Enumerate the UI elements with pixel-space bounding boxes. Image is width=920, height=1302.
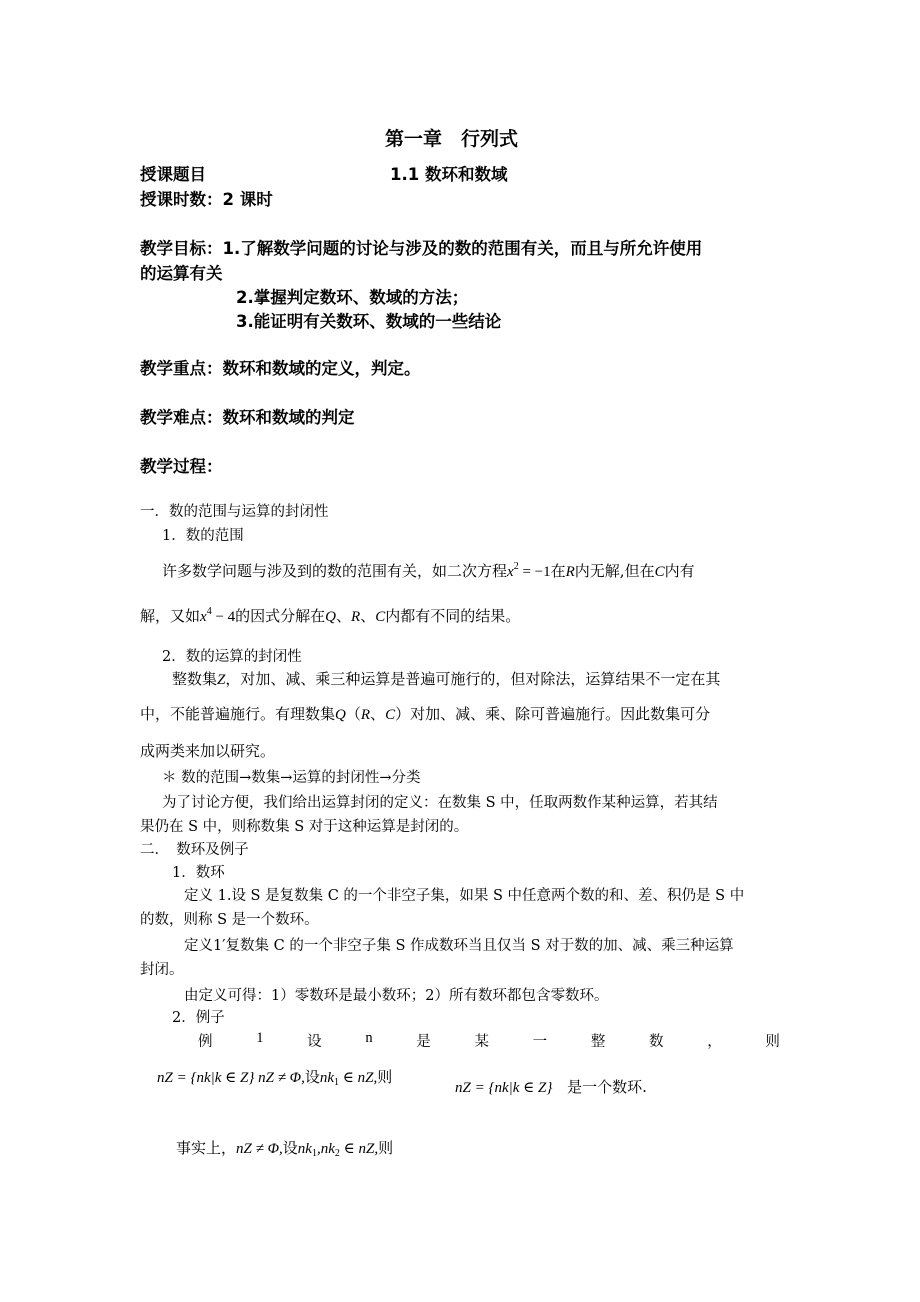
key-points: 教学重点：数环和数域的定义，判定。 xyxy=(140,359,421,378)
example1-word: 是 xyxy=(416,1034,431,1050)
objectives-line3: 3.能证明有关数环、数域的一些结论 xyxy=(236,312,502,331)
section1-sub2: 2．数的运算的封闭性 xyxy=(162,649,302,665)
objectives-line1b: 的运算有关 xyxy=(140,264,223,283)
fact-line: 事实上，nZ ≠ Φ,设$nk_1,nk_2$ ∈ nZ,则 xyxy=(176,1139,394,1159)
section2-sub2: 2．例子 xyxy=(172,1010,225,1026)
example1-word: 1 xyxy=(256,1030,264,1046)
example1-word: 数 xyxy=(649,1034,664,1050)
example1-word: ， xyxy=(707,1034,722,1050)
flow-note: ＊ 数的范围→数集→运算的封闭性→分类 xyxy=(162,770,421,786)
para3-line2: 果仍在 S 中，则称数集 S 对于这种运算是封闭的。 xyxy=(140,819,469,835)
example1-words xyxy=(198,1030,780,1051)
example1-formula-line2: nZ = {nk|k ∈ Z} 是一个数环. xyxy=(455,1078,647,1096)
section2-sub1: 1．数环 xyxy=(172,865,225,881)
difficulties: 教学难点：数环和数域的判定 xyxy=(140,408,355,427)
example1-formula-line1: nZ = {nk|k ∈ Z} nZ ≠ Φ,设$nk_1$ ∈ nZ,则 xyxy=(157,1068,393,1088)
example1-word: 则 xyxy=(765,1034,780,1050)
definition1-line2: 的数，则称 S 是一个数环。 xyxy=(140,912,319,928)
example1-word: 整 xyxy=(590,1034,606,1050)
example1-word: 设 xyxy=(307,1034,322,1050)
example1-word: 例 xyxy=(198,1034,213,1050)
para2-line2: 中，不能普遍施行。有理数集Q（R、C）对加、减、乘、除可普遍施行。因此数集可分 xyxy=(140,705,711,723)
definition1p-line1: 定义1′复数集 C 的一个非空子集 S 作成数环当且仅当 S 对于数的加、减、乘三种运算 xyxy=(184,938,734,954)
section1-sub1: 1．数的范围 xyxy=(162,528,244,544)
chapter-title: 第一章 行列式 xyxy=(385,128,519,150)
example1-word: 某 xyxy=(474,1034,489,1050)
course-hours: 授课时数：2 课时 xyxy=(140,190,273,209)
para3-line1: 为了讨论方便，我们给出运算封闭的定义：在数集 S 中，任取两数作某种运算，若其结 xyxy=(162,795,718,811)
section1-title: 一．数的范围与运算的封闭性 xyxy=(140,504,329,520)
course-topic-label: 授课题目 xyxy=(140,165,206,184)
objectives-line1: 教学目标：1.了解数学问题的讨论与涉及的数的范围有关，而且与所允许使用 xyxy=(140,239,703,258)
example1-word: 一 xyxy=(532,1034,548,1050)
process-heading: 教学过程： xyxy=(140,457,223,476)
consequence: 由定义可得：1）零数环是最小数环；2）所有数环都包含零数环。 xyxy=(184,988,609,1004)
objectives-line2: 2.掌握判定数环、数域的方法； xyxy=(236,288,469,307)
para2-line1: 整数集Z，对加、减、乘三种运算是普遍可施行的，但对除法，运算结果不一定在其 xyxy=(172,670,721,688)
para1-line1: 许多数学问题与涉及到的数的范围有关，如二次方程$x^2 = -1$在R内无解,但在C内有 xyxy=(162,561,695,580)
para1-line2: 解，又如$x^4 - 4$的因式分解在Q、R、C内都有不同的结果。 xyxy=(140,606,521,625)
course-topic-value: 1.1 数环和数域 xyxy=(390,165,508,184)
definition1-line1: 定义 1.设 S 是复数集 C 的一个非空子集，如果 S 中任意两个数的和、差、积仍是 S 中 xyxy=(184,888,745,904)
example1-word: n xyxy=(365,1030,373,1046)
para2-line3: 成两类来加以研究。 xyxy=(140,742,276,760)
definition1p-line2: 封闭。 xyxy=(140,962,184,978)
section2-title: 二． 数环及例子 xyxy=(140,842,249,858)
